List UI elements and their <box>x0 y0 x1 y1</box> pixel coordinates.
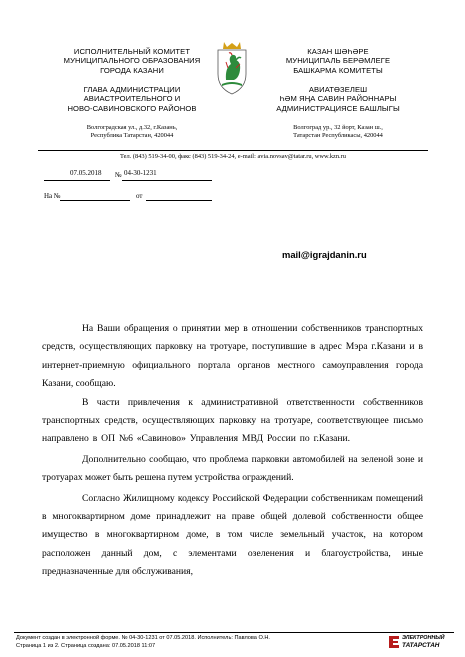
header-left-org-line: ГОРОДА КАЗАНИ <box>100 65 164 75</box>
doc-date: 07.05.2018 <box>70 169 102 177</box>
number-underline <box>122 180 212 181</box>
header-left-dept <box>52 85 212 113</box>
header-right-address <box>258 124 418 140</box>
footer-info <box>16 634 386 650</box>
from-label: от <box>136 192 143 200</box>
header-left-dept-line: АВИАСТРОИТЕЛЬНОГО И <box>83 94 181 104</box>
letter-body <box>42 320 423 582</box>
recipient-email: mail@igrajdanin.ru <box>282 249 367 260</box>
footer-line: Страница 1 из 2. Страница создана: 07.05.2018 11:07 <box>16 643 156 649</box>
kazan-emblem-icon <box>214 40 250 96</box>
header-left-address-line: Республика Татарстан, 420044 <box>90 132 174 139</box>
header-right-org-line: БАШКАРМА КОМИТЕТЫ <box>293 65 383 75</box>
header-right-org-line: КАЗАН ШӘҺӘРЕ <box>307 47 369 56</box>
logo-text-1: ЭЛЕКТРОННЫЙ <box>402 635 445 641</box>
header-right-dept-line: АВИАТӨЗЕЛЕШ <box>308 85 368 94</box>
header-left-org-line: ИСПОЛНИТЕЛЬНЫЙ КОМИТЕТ <box>73 47 191 56</box>
body-paragraph: Дополнительно сообщаю, что проблема парковки автомобилей на зеленой зоне и тротуарах может быть решена путем устройства ограждений. <box>42 453 423 484</box>
from-underline <box>146 200 212 201</box>
electronic-tatarstan-logo <box>388 634 454 652</box>
header-right-org <box>258 47 418 75</box>
contacts-line: Тел. (843) 519-34-00, факс (843) 519-34-24, e-mail: avia.novsav@tatar.ru, www.kzn.ru <box>120 153 346 160</box>
footer-divider <box>14 632 454 633</box>
doc-number: 04-30-1231 <box>124 169 157 177</box>
header-divider <box>38 150 428 151</box>
doc-no-label: № <box>115 171 122 179</box>
ref-underline <box>60 200 130 201</box>
ref-label: На № <box>44 192 61 200</box>
header-right-org-line: МУНИЦИПАЛЬ БЕРӘМЛЕГЕ <box>285 56 391 66</box>
header-right-dept-line: АДМИНИСТРАЦИЯСЕ БАШЛЫГЫ <box>276 103 400 113</box>
footer-line: Документ создан в электронной форме. № 04-30-1231 от 07.05.2018. Исполнитель: Павлова О.Н. <box>16 635 270 641</box>
header-left-dept-line: ГЛАВА АДМИНИСТРАЦИИ <box>83 85 181 94</box>
header-left-org <box>52 47 212 75</box>
header-left-org-line: МУНИЦИПАЛЬНОГО ОБРАЗОВАНИЯ <box>63 56 201 66</box>
header-right-dept-line: ҺӘМ ЯҢА САВИН РАЙОННАРЫ <box>279 94 397 104</box>
logo-text-2: ТАТАРСТАН <box>402 642 440 649</box>
header-right-address-line: Волгоград ур., 32 йорт, Казан ш., <box>293 124 383 131</box>
header-left-dept-line: НОВО-САВИНОВСКОГО РАЙОНОВ <box>67 103 197 113</box>
header-left-address-line: Волгоградская ул., д.32, г.Казань, <box>86 124 178 131</box>
header-left-address <box>52 124 212 140</box>
logo-mark-icon <box>388 635 400 649</box>
date-underline <box>44 180 110 181</box>
body-paragraph: В части привлечения к административной ответственности собственников транспортных средств, осуществляющих парковку на тротуаре, соответствующее письмо направлено в ОП №6 «Савиново» Управления МВД России по г.Казани. <box>42 396 423 445</box>
body-paragraph: Согласно Жилищному кодексу Российской Федерации собственникам помещений в многоквартирном доме принадлежит на праве общей долевой собственности общее имущество в многоквартирном доме, в том числе земельный участок, на котором расположен данный дом, с элементами озеленения и благоустройства, иные предназначенные для обслуживания, <box>42 492 423 578</box>
header-right-address-line: Татарстан Республикасы, 420044 <box>293 132 383 139</box>
body-paragraph: На Ваши обращения о принятии мер в отношении собственников транспортных средств, осуществляющих парковку на тротуаре, поступившие в адрес Мэра г.Казани и в интернет-приемную официального портала органов местного самоуправления города Казани, сообщаю. <box>42 323 423 390</box>
header-right-dept <box>258 85 418 113</box>
